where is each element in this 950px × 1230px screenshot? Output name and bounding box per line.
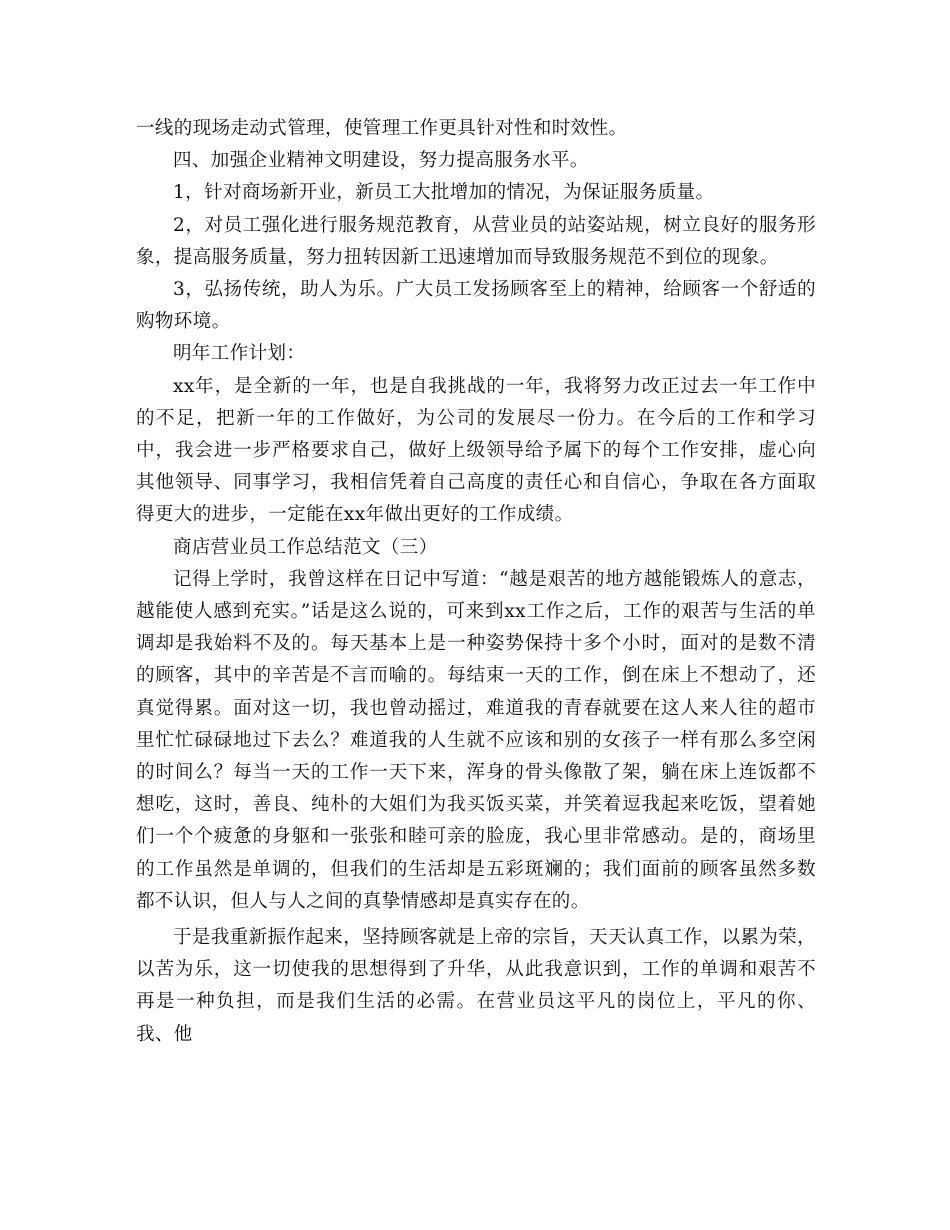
paragraph-item-1: 1，针对商场新开业，新员工大批增加的情况，为保证服务质量。: [173, 182, 715, 204]
heading-next-year-plan: 明年工作计划：: [173, 343, 306, 365]
document-page: [136, 113, 816, 1051]
paragraph-item-2: 2，对员工强化进行服务规范教育，从营业员的站姿站规，树立良好的服务形象，提高服务质量，努力扭转因新工迅速增加而导致服务规范不到位的现象。: [136, 214, 816, 268]
paragraph-item-3: 3，弘扬传统，助人为乐。广大员工发扬顾客至上的精神，给顾客一个舒适的购物环境。: [136, 279, 816, 333]
paragraph-management: 一线的现场走动式管理，使管理工作更具针对性和时效性。: [136, 118, 628, 139]
paragraph-renewed: 于是我重新振作起来，坚持顾客就是上帝的宗旨，天天认真工作，以累为荣，以苦为乐，这一切使我的思想得到了升华，从此我意识到，工作的单调和艰苦不再是一种负担，而是我们生活的必需。在营业员这平凡的岗位上，平凡的你、我、他: [136, 927, 816, 1045]
paragraph-next-year: xx年，是全新的一年，也是自我挑战的一年，我将努力改正过去一年工作中的不足，把新一年的工作做好，为公司的发展尽一份力。在今后的工作和学习中，我会进一步严格要求自己，做好上级领导给予属下的每个工作安排，虚心向其他领导、同事学习，我相信凭着自己高度的责任心和自信心，争取在各方面取得更大的进步，一定能在xx年做出更好的工作成绩。: [136, 375, 816, 526]
heading-sample-three: 商店营业员工作总结范文（三）: [173, 536, 438, 558]
heading-section-four: 四、加强企业精神文明建设，努力提高服务水平。: [173, 150, 589, 172]
paragraph-diary: 记得上学时，我曾这样在日记中写道：“越是艰苦的地方越能锻炼人的意志，越能使人感到充实。”话是这么说的，可来到xx工作之后，工作的艰苦与生活的单调却是我始料不及的。每天基本上是一种姿势保持十多个小时，面对的是数不清的顾客，其中的辛苦是不言而喻的。每结束一天的工作，倒在床上不想动了，还真觉得累。面对这一切，我也曾动摇过，难道我的青春就要在这人来人往的超市里忙忙碌碌地过下去么？难道我的人生就不应该和别的女孩子一样有那么多空闲的时间么？每当一天的工作一天下来，浑身的骨头像散了架，躺在床上连饭都不想吃，这时，善良、纯朴的大姐们为我买饭买菜，并笑着逗我起来吃饭，望着她们一个个疲惫的身躯和一张张和睦可亲的脸庞，我心里非常感动。是的，商场里的工作虽然是单调的，但我们的生活却是五彩斑斓的；我们面前的顾客虽然多数都不认识，但人与人之间的真挚情感却是真实存在的。: [136, 568, 816, 912]
